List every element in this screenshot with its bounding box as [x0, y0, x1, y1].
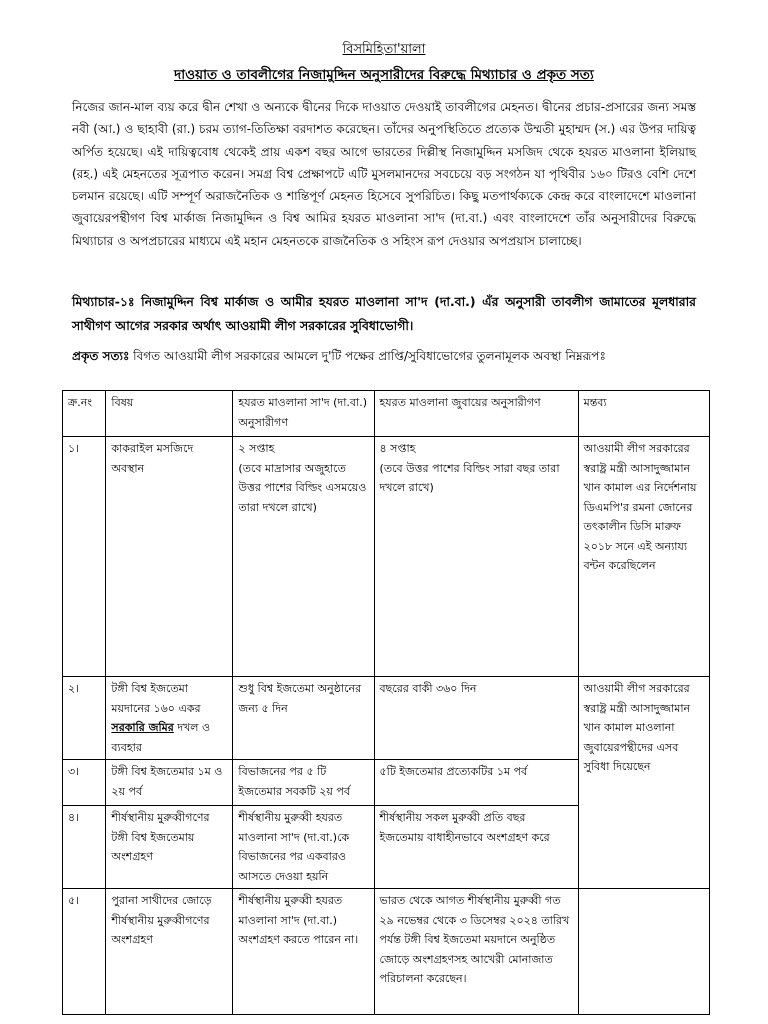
- row-1-saad: ২ সপ্তাহ (তবে মাদ্রাসার অজুহাতে উত্তর পাশের বিল্ডিং এসময়েও তারা দখলে রাখে): [233, 437, 374, 677]
- truth-text: বিগত আওয়ামী লীগ সরকারের আমলে দু'টি পক্ষের প্রাপ্তি/সুবিধাভোগের তুলনামূলক অবস্থা নিম্নরূপঃ: [129, 349, 606, 363]
- row-4-zubayer: শীর্ষস্থানীয় সকল মুরুব্বী প্রতি বছর ইজতেমায় বাধাহীনভাবে অংশগ্রহণ করে: [374, 806, 578, 889]
- table-row: [63, 889, 710, 1015]
- table-row: [63, 677, 710, 760]
- row-1-subject: কাকরাইল মসজিদে অবস্থান: [106, 437, 233, 677]
- row-1-zubayer: ৪ সপ্তাহ (তবে উত্তর পাশের বিল্ডিং সারা বছর তারা দখলে রাখে): [374, 437, 578, 677]
- header-subject: বিষয়: [106, 391, 233, 437]
- row-2-subject-pre: টঙ্গী বিশ্ব ইজতেমা ময়দানের ১৬০ একর: [111, 682, 201, 715]
- header-remarks: মন্তব্য: [578, 391, 709, 437]
- row-1-remarks: আওয়ামী লীগ সরকারের স্বরাষ্ট্র মন্ত্রী আসাদুজ্জামান খান কামাল এর নির্দেশনায় ডিএমপি'র রমনা জোনের তৎকালীন ডিসি মারুফ ২০১৮ সনে এই অন্যায্য বন্টন করেছিলেন: [578, 437, 709, 677]
- row-4-serial: ৪।: [63, 806, 106, 889]
- row-2-subject-government-land: সরকারি জমির: [111, 721, 174, 734]
- row-3-subject: টঙ্গী বিশ্ব ইজতেমার ১ম ও ২য় পর্ব: [106, 760, 233, 806]
- row-5-remarks: [578, 889, 709, 1015]
- row-5-subject: পুরানা সাথীদের জোড়ে শীর্ষস্থানীয় মুরুব্বীগণের অংশগ্রহণ: [106, 889, 233, 1015]
- row-5-serial: ৫।: [63, 889, 106, 1015]
- comparison-table: [62, 390, 710, 1015]
- header-saad-followers: হযরত মাওলানা সা'দ (দা.বা.) অনুসারীগণ: [233, 391, 374, 437]
- table-header-row: [63, 391, 710, 437]
- row-3-serial: ৩।: [63, 760, 106, 806]
- table-row: [63, 437, 710, 677]
- row-2-zubayer: বছরের বাকী ৩৬০ দিন: [374, 677, 578, 760]
- row-4-saad: শীর্ষস্থানীয় মুরুব্বী হযরত মাওলানা সা'দ (দা.বা.)কে বিভাজনের পর একবারও আসতে দেওয়া হয়নি: [233, 806, 374, 889]
- mithyachar-1-statement: মিথ্যাচার-১ঃ নিজামুদ্দিন বিশ্ব মার্কাজ ও আমীর হযরত মাওলানা সা'দ (দা.বা.) এঁর অনুসারী তাবলীগ জামাতের মূলধারার সাথীগণ আগের সরকার অর্থাৎ আওয়ামী লীগ সরকারের সুবিধাভোগী।: [72, 294, 696, 333]
- row-5-saad: শীর্ষস্থানীয় মুরুব্বী হযরত মাওলানা সা'দ (দা.বা.) অংশগ্রহণ করতে পারেন না।: [233, 889, 374, 1015]
- row-3-zubayer: ৫টি ইজতেমার প্রত্যেকটির ১ম পর্ব: [374, 760, 578, 806]
- row-2-subject: [106, 677, 233, 760]
- truth-label: প্রকৃত সত্যঃ: [72, 349, 130, 363]
- document-title: দাওয়াত ও তাবলীগের নিজামুদ্দিন অনুসারীদের বিরুদ্ধে মিথ্যাচার ও প্রকৃত সত্য: [174, 67, 594, 83]
- row-5-zubayer: ভারত থেকে আগত শীর্ষস্থানীয় মুরুব্বী গত ২৯ নভেম্বর থেকে ৩ ডিসেম্বর ২০২৪ তারিখ পর্যন্ত টঙ্গী বিশ্ব ইজতেমা ময়দানে অনুষ্ঠিত জোড়ে অংশগ্রহণসহ আখেরী মোনাজাত পরিচালনা করেছেন।: [374, 889, 578, 1015]
- bismillah-heading: বিসমিহিতা'য়ালা: [342, 42, 426, 57]
- truth-statement: [72, 346, 712, 366]
- row-4-subject: শীর্ষস্থানীয় মুরুব্বীগণের টঙ্গী বিশ্ব ইজতেমায় অংশগ্রহণ: [106, 806, 233, 889]
- row-3-saad: বিভাজনের পর ৫ টি ইজতেমার সবকটি ২য় পর্ব: [233, 760, 374, 806]
- header-serial: ক্র.নং: [63, 391, 106, 437]
- header-zubayer-followers: হযরত মাওলানা জুবায়ের অনুসারীগণ: [374, 391, 578, 437]
- row-1-serial: ১।: [63, 437, 106, 677]
- row-2-serial: ২।: [63, 677, 106, 760]
- row-2-subject-post: দখল ও ব্যবহার: [111, 721, 211, 754]
- row-2-saad: শুধু বিশ্ব ইজতেমা অনুষ্ঠানের জন্য ৫ দিন: [233, 677, 374, 760]
- intro-paragraph: নিজের জান-মাল ব্যয় করে দ্বীন শেখা ও অন্যকে দ্বীনের দিকে দাওয়াত দেওয়াই তাবলীগের মেহনত। দ্বীনের প্রচার-প্রসারের জন্য সমস্ত নবী (আ.) ও ছাহাবী (রা.) চরম ত্যাগ-তিতিক্ষা বরদাশত করেছেন। তাঁদের অনুপস্থিতিতে প্রত্যেক উম্মতী মুহাম্মদ (স.) এর উপর দায়িত্ব অর্পিত হয়েছে। এই দায়িত্ববোধ থেকেই প্রায় একশ বছর আগে ভারতের দিল্লীস্থ নিজামুদ্দিন মসজিদ থেকে হযরত মাওলানা ইলিয়াছ (রহ.) এই মেহনতের সূত্রপাত করেন। সমগ্র বিশ্ব প্রেক্ষাপটে এটি মুসলমানদের সবচেয়ে বড় সংগঠন যা পৃথিবীর ১৬০ টিরও বেশি দেশে চলমান রয়েছে। এটি সম্পূর্ণ অরাজনৈতিক ও শান্তিপূর্ণ মেহনত হিসেবে সুপরিচিত। কিছু মতপার্থক্যকে কেন্দ্র করে বাংলাদেশে মাওলানা জুবায়েরপন্থীগণ বিশ্ব মার্কাজ নিজামুদ্দিন ও বিশ্ব আমির হযরত মাওলানা সা'দ (দা.বা.) এবং বাংলাদেশে তাঁর অনুসারীদের বিরুদ্ধে মিথ্যাচার ও অপপ্রচারের মাধ্যমে এই মহান মেহনতকে রাজনৈতিক ও সহিংস রূপ দেওয়ার অপপ্রয়াস চালাচ্ছে।: [72, 100, 696, 248]
- row-2-4-remarks: আওয়ামী লীগ সরকারের স্বরাষ্ট্র মন্ত্রী আসাদুজ্জামান খান কামাল মাওলানা জুবায়েরপন্থীদের এসব সুবিধা দিয়েছেন: [578, 677, 709, 889]
